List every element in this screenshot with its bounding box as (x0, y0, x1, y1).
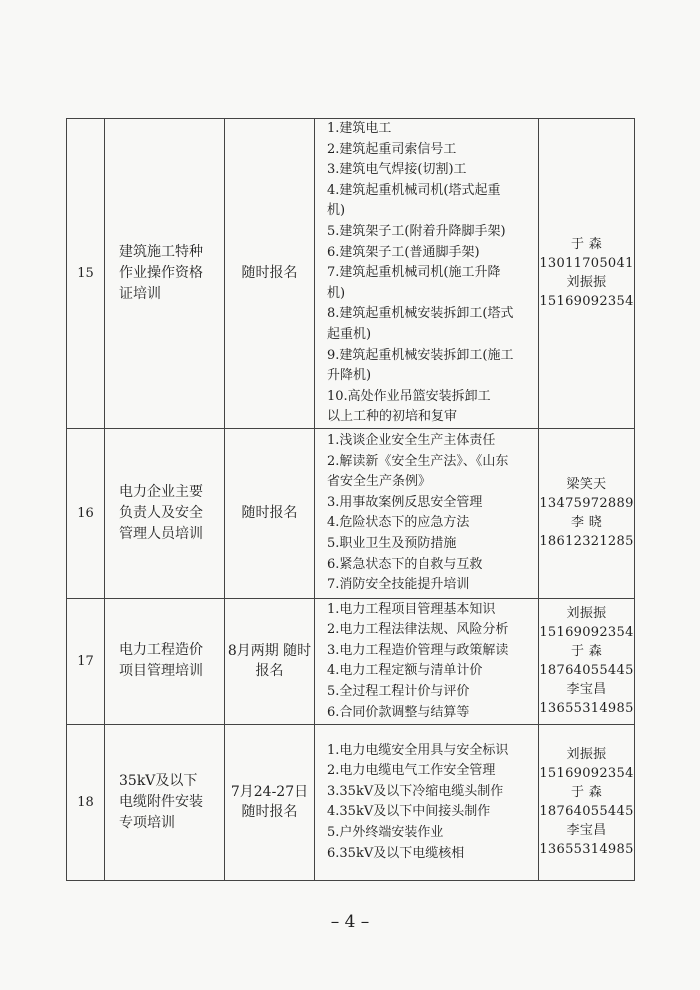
contact-phone: 13475972889 (539, 496, 634, 512)
content-item: 2.电力电缆电气工作安全管理 (327, 763, 496, 779)
content-item: 4.建筑起重机械司机(塔式起重 (327, 182, 501, 198)
content-item: 5.建筑架子工(附着升降脚手架) (327, 223, 506, 239)
contact-phone: 15169092354 (539, 766, 634, 782)
table-row (67, 428, 635, 598)
content-item: 3.35kV及以下冷缩电缆头制作 (327, 783, 504, 799)
content-item: 机) (327, 285, 346, 301)
content-item: 起重机) (327, 326, 372, 342)
contact-phone: 13655314985 (539, 701, 634, 717)
content-item: 6.紧急状态下的自救与互救 (327, 556, 483, 572)
contact-phone: 15169092354 (539, 294, 634, 310)
contact-name: 刘振振 (566, 747, 607, 763)
contact-info (539, 724, 635, 880)
content-item: 升降机) (327, 368, 372, 384)
row-number: 15 (67, 119, 105, 429)
row-number: 17 (67, 598, 105, 724)
content-item: 6.35kV及以下电缆核相 (327, 845, 465, 861)
contact-info (539, 598, 635, 724)
schedule: 随时报名 (225, 428, 315, 598)
content-item: 2.建筑起重司索信号工 (327, 141, 457, 157)
contact-name: 刘振振 (566, 606, 607, 622)
contact-name: 刘振振 (566, 275, 607, 291)
course-content (315, 119, 539, 429)
table-row (67, 598, 635, 724)
contact-name: 李宝昌 (566, 823, 607, 839)
course-name: 电力工程造价项目管理培训 (105, 598, 225, 724)
content-item: 1.浅谈企业安全生产主体责任 (327, 433, 496, 449)
content-item: 6.合同价款调整与结算等 (327, 704, 470, 720)
content-item: 9.建筑起重机械安装拆卸工(施工 (327, 347, 514, 363)
contact-name: 于 森 (570, 644, 603, 660)
contact-phone: 13011705041 (539, 256, 634, 272)
course-content (315, 598, 539, 724)
table-row (67, 119, 635, 429)
content-item: 6.建筑架子工(普通脚手架) (327, 244, 480, 260)
contact-info (539, 428, 635, 598)
contact-info (539, 119, 635, 429)
contact-name: 于 森 (570, 237, 603, 253)
content-item: 3.电力工程造价管理与政策解读 (327, 642, 509, 658)
course-name: 建筑施工特种作业操作资格证培训 (105, 119, 225, 429)
content-item: 机) (327, 203, 346, 219)
page-number: – 4 – (330, 912, 370, 932)
row-number: 16 (67, 428, 105, 598)
schedule: 随时报名 (225, 119, 315, 429)
course-name: 35kV及以下电缆附件安装专项培训 (105, 724, 225, 880)
table-row (67, 724, 635, 880)
contact-name: 李宝昌 (566, 682, 607, 698)
contact-phone: 15169092354 (539, 625, 634, 641)
content-item: 3.建筑电气焊接(切割)工 (327, 162, 467, 178)
content-item: 以上工种的初培和复审 (327, 409, 458, 425)
course-content (315, 428, 539, 598)
content-item: 5.户外终端安装作业 (327, 825, 444, 840)
contact-name: 梁笑天 (566, 477, 607, 493)
content-item: 7.消防安全技能提升培训 (327, 577, 470, 593)
contact-name: 于 森 (570, 785, 603, 801)
content-item: 3.用事故案例反思安全管理 (327, 494, 483, 510)
content-item: 1.电力工程项目管理基本知识 (327, 601, 496, 617)
contact-phone: 18764055445 (539, 804, 634, 820)
contact-phone: 18764055445 (539, 663, 634, 679)
content-item: 4.35kV及以下中间接头制作 (327, 804, 491, 820)
contact-name: 李 晓 (570, 515, 603, 531)
contact-phone: 13655314985 (539, 842, 634, 858)
content-item: 4.电力工程定额与清单计价 (327, 663, 483, 679)
content-item: 5.全过程工程计价与评价 (327, 684, 470, 699)
content-item: 5.职业卫生及预防措施 (327, 536, 457, 551)
row-number: 18 (67, 724, 105, 880)
schedule: 7月24-27日 随时报名 (225, 724, 315, 880)
schedule: 8月两期 随时报名 (225, 598, 315, 724)
contact-phone: 18612321285 (539, 534, 634, 550)
content-item: 2.解读新《安全生产法》、《山东 (327, 453, 509, 469)
training-schedule-table (66, 118, 635, 881)
course-content (315, 724, 539, 880)
content-item: 4.危险状态下的应急方法 (327, 515, 470, 531)
course-name: 电力企业主要负责人及安全管理人员培训 (105, 428, 225, 598)
content-item: 2.电力工程法律法规、风险分析 (327, 622, 509, 638)
content-item: 10.高处作业吊篮安装拆卸工 (327, 388, 491, 404)
content-item: 1.电力电缆安全用具与安全标识 (327, 742, 509, 758)
content-item: 省安全生产条例》 (327, 474, 432, 490)
content-item: 8.建筑起重机械安装拆卸工(塔式 (327, 306, 514, 322)
content-item: 7.建筑起重机械司机(施工升降 (327, 265, 501, 281)
content-item: 1.建筑电工 (327, 121, 392, 136)
